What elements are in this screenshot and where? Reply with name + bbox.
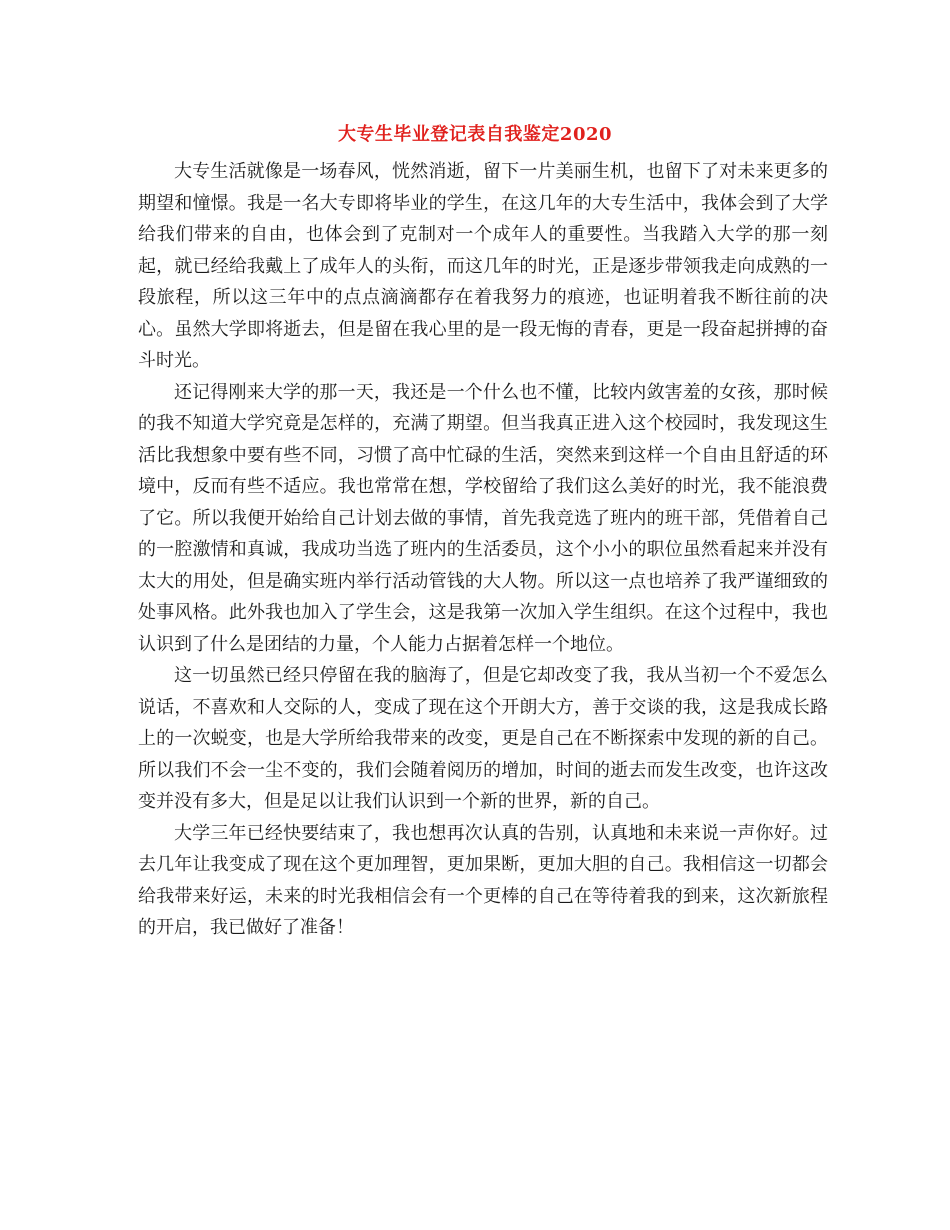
document-body — [138, 156, 828, 944]
paragraph-1: 大专生活就像是一场春风，恍然消逝，留下一片美丽生机，也留下了对未来更多的期望和憧憬。我是一名大专即将毕业的学生，在这几年的大专生活中，我体会到了大学给我们带来的自由，也体会到了克制对一个成年人的重要性。当我踏入大学的那一刻起，就已经给我戴上了成年人的头衔，而这几年的时光，正是逐步带领我走向成熟的一段旅程，所以这三年中的点点滴滴都存在着我努力的痕迹，也证明着我不断往前的决心。虽然大学即将逝去，但是留在我心里的是一段无悔的青春，更是一段奋起拼搏的奋斗时光。 — [138, 161, 828, 371]
document-title: 大专生毕业登记表自我鉴定2020 — [337, 124, 613, 145]
paragraph-2: 还记得刚来大学的那一天，我还是一个什么也不懂，比较内敛害羞的女孩，那时候的我不知道大学究竟是怎样的，充满了期望。但当我真正进入这个校园时，我发现这生活比我想象中要有些不同，习惯了高中忙碌的生活，突然来到这样一个自由且舒适的环境中，反而有些不适应。我也常常在想，学校留给了我们这么美好的时光，我不能浪费了它。所以我便开始给自己计划去做的事情，首先我竞选了班内的班干部，凭借着自己的一腔激情和真诚，我成功当选了班内的生活委员，这个小小的职位虽然看起来并没有太大的用处，但是确实班内举行活动管钱的大人物。所以这一点也培养了我严谨细致的处事风格。此外我也加入了学生会，这是我第一次加入学生组织。在这个过程中，我也认识到了什么是团结的力量，个人能力占据着怎样一个地位。 — [138, 381, 828, 655]
paragraph-4: 大学三年已经快要结束了，我也想再次认真的告别，认真地和未来说一声你好。过去几年让我变成了现在这个更加理智，更加果断，更加大胆的自己。我相信这一切都会给我带来好运，未来的时光我相信会有一个更棒的自己在等待着我的到来，这次新旅程的开启，我已做好了准备！ — [138, 822, 828, 938]
paragraph-3: 这一切虽然已经只停留在我的脑海了，但是它却改变了我，我从当初一个不爱怎么说话，不喜欢和人交际的人，变成了现在这个开朗大方，善于交谈的我，这是我成长路上的一次蜕变，也是大学所给我带来的改变，更是自己在不断探索中发现的新的自己。所以我们不会一尘不变的，我们会随着阅历的增加，时间的逝去而发生改变，也许这改变并没有多大，但是足以让我们认识到一个新的世界，新的自己。 — [138, 665, 828, 812]
